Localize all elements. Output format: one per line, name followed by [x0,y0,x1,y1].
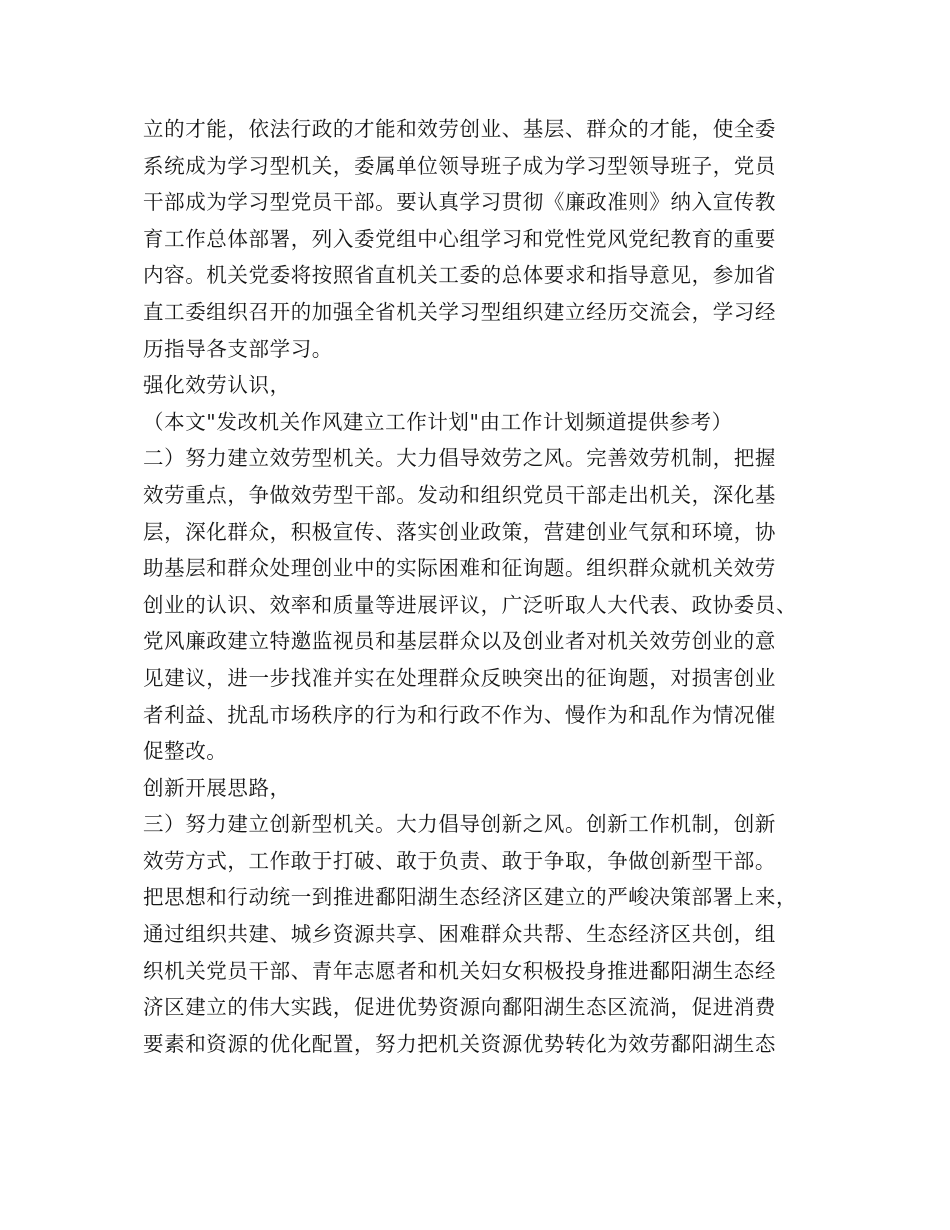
section-heading: 强化效劳认识， [143,373,291,398]
text-line: 要素和资源的优化配置，努力把机关资源优势转化为效劳鄱阳湖生态 [143,1031,776,1056]
text-line: 促整改。 [143,739,228,764]
text-line: 创业的认识、效率和质量等进展评议，广泛听取人大代表、政协委员、 [143,592,798,617]
text-line: 立的才能，依法行政的才能和效劳创业、基层、群众的才能，使全委 [143,117,776,141]
text-line: 助基层和群众处理创业中的实际困难和征询题。组织群众就机关效劳 [143,556,776,581]
section-heading: 创新开展思路， [143,775,291,800]
text-line: 育工作总体部署，列入委党组中心组学习和党性党风党纪教育的重要 [143,226,776,251]
text-line: 效劳重点，争做效劳型干部。发动和组织党员干部走出机关，深化基 [143,482,776,507]
text-line: 通过组织共建、城乡资源共享、困难群众共帮、生态经济区共创，组 [143,922,776,947]
text-line: 织机关党员干部、青年志愿者和机关妇女积极投身推进鄱阳湖生态经 [143,958,776,983]
text-line: 把思想和行动统一到推进鄱阳湖生态经济区建立的严峻决策部署上来， [143,885,798,910]
source-note: （本文"发改机关作风建立工作计划"由工作计划频道提供参考） [143,409,733,434]
body-text [143,111,833,1062]
text-line: 层，深化群众，积极宣传、落实创业政策，营建创业气氛和环境，协 [143,519,776,544]
text-line: 党风廉政建立特邀监视员和基层群众以及创业者对机关效劳创业的意 [143,629,776,654]
text-line: 直工委组织召开的加强全省机关学习型组织建立经历交流会，学习经 [143,299,776,324]
text-line: 济区建立的伟大实践，促进优势资源向鄱阳湖生态区流淌，促进消费 [143,995,776,1020]
text-line: 二）努力建立效劳型机关。大力倡导效劳之风。完善效劳机制，把握 [143,446,776,471]
text-line: 干部成为学习型党员干部。要认真学习贯彻《廉政准则》纳入宣传教 [143,190,776,215]
text-line: 系统成为学习型机关，委属单位领导班子成为学习型领导班子，党员 [143,153,776,178]
text-line: 见建议，进一步找准并实在处理群众反映突出的征询题，对损害创业 [143,665,776,690]
text-line: 三）努力建立创新型机关。大力倡导创新之风。创新工作机制，创新 [143,812,776,837]
text-line: 历指导各支部学习。 [143,336,333,361]
text-line: 效劳方式，工作敢于打破、敢于负责、敢于争取，争做创新型干部。 [143,848,776,873]
text-line: 内容。机关党委将按照省直机关工委的总体要求和指导意见，参加省 [143,263,776,288]
text-line: 者利益、扰乱市场秩序的行为和行政不作为、慢作为和乱作为情况催 [143,702,776,727]
